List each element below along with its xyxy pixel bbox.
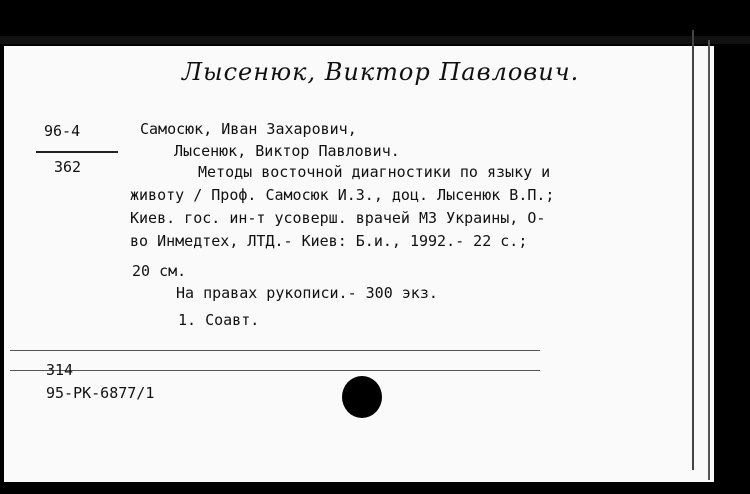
shelf-mark-top: 96-4 [44, 122, 81, 140]
note-line: На правах рукописи.- 300 экз. [176, 284, 438, 302]
coauthor-line: Лысенюк, Виктор Павлович. [174, 142, 400, 160]
handwritten-heading: Лысенюк, Виктор Павлович. [182, 58, 580, 86]
shelf-mark-divider [36, 151, 118, 153]
card-top-edge [0, 36, 750, 44]
punch-hole [342, 376, 382, 418]
description-line-2: Киев. гос. ин-т усоверш. врачей МЗ Украины, О- [130, 209, 546, 227]
card-right-border-outer [708, 40, 710, 480]
footer-rule-1 [10, 350, 540, 351]
footer-code-1: 314 [46, 361, 74, 379]
title-line: Методы восточной диагностики по языку и [198, 163, 551, 181]
author-line: Самосюк, Иван Захарович, [140, 120, 357, 138]
size-line: 20 см. [132, 262, 187, 280]
footer-rule-2 [10, 370, 540, 371]
description-line-1: животу / Проф. Самосюк И.З., доц. Лысенюк В.П.; [130, 186, 555, 204]
tracing-line: 1. Соавт. [178, 311, 260, 329]
footer-code-2: 95-РК-6877/1 [46, 384, 155, 402]
imprint-line: во Инмедтех, ЛТД.- Киев: Б.и., 1992.- 22 с.; [130, 232, 528, 250]
card-corner-mark [685, 30, 705, 33]
card-right-border [692, 30, 694, 470]
shelf-mark-bottom: 362 [54, 158, 82, 176]
